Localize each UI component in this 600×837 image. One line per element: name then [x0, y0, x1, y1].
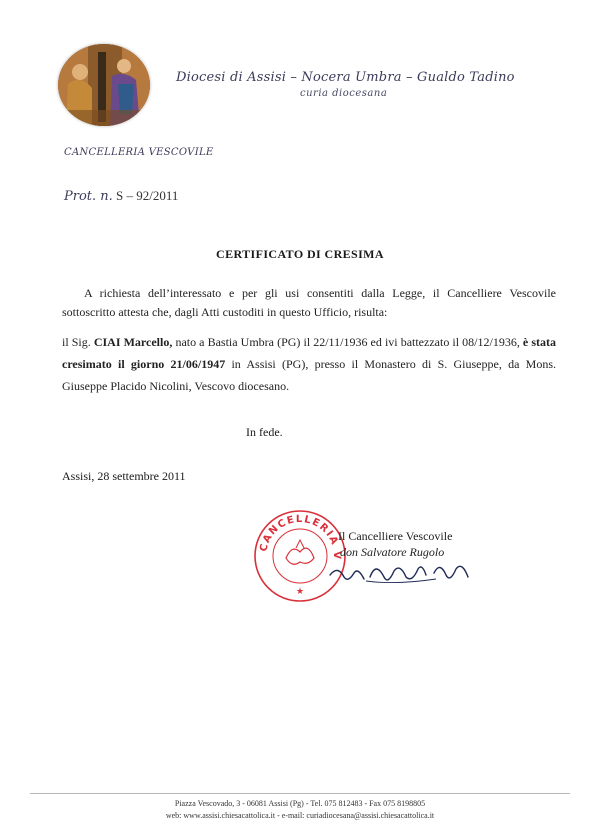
signatory-role: Il Cancelliere Vescovile [338, 529, 453, 543]
footer-web: web: www.assisi.chiesacattolica.it - e-mail: curiadiocesana@assisi.chiesacattolica.it [165, 811, 435, 820]
document-title: CERTIFICATO DI CRESIMA [216, 247, 384, 261]
footer-address: Piazza Vescovado, 3 - 06081 Assisi (Pg) - Tel. 075 812483 - Fax 075 8198805 [174, 799, 426, 808]
person-name: CIAI Marcello, [93, 335, 173, 349]
svg-text:CANCELLERIA VESCOVILE: CANCELLERIA V [258, 513, 343, 561]
closing-text: In fede. [246, 425, 283, 439]
body-post: in Assisi (PG), presso il Monastero di S. Giuseppe, da Mons. Giuseppe Placido Nicolini, Vescovo diocesano. [62, 357, 556, 393]
handwritten-signature [326, 555, 476, 589]
protocol-number [64, 188, 178, 204]
place-date: Assisi, 28 settembre 2011 [62, 469, 186, 483]
footer-divider [30, 793, 570, 794]
body-pre: il Sig. [62, 335, 94, 349]
office-name: CANCELLERIA VESCOVILE [64, 147, 214, 158]
body-mid: nato a Bastia Umbra (PG) il 22/11/1936 ed ivi battezzato il 08/12/1936, [172, 335, 523, 349]
svg-text:★: ★ [295, 587, 305, 597]
protocol-label: Prot. n. [64, 189, 113, 204]
intro-text: A richiesta dell’interessato e per gli usi consentiti dalla Legge, il Cancelliere Vescovile sottoscritto attesta che, dagli Atti custoditi in questo Ufficio, risulta: [62, 286, 556, 319]
intro-paragraph [62, 284, 556, 322]
curia-subtitle: curia diocesana [300, 88, 388, 99]
signatory-name: don Salvatore Rugolo [340, 545, 445, 559]
certificate-body [62, 331, 556, 397]
protocol-value: S – 92/2011 [116, 188, 179, 203]
confirmation-statement: è stata cresimato il giorno 21/06/1947 [62, 335, 556, 371]
diocese-logo [58, 44, 150, 126]
diocese-title: Diocesi di Assisi – Nocera Umbra – Gualdo Tadino [176, 70, 515, 85]
